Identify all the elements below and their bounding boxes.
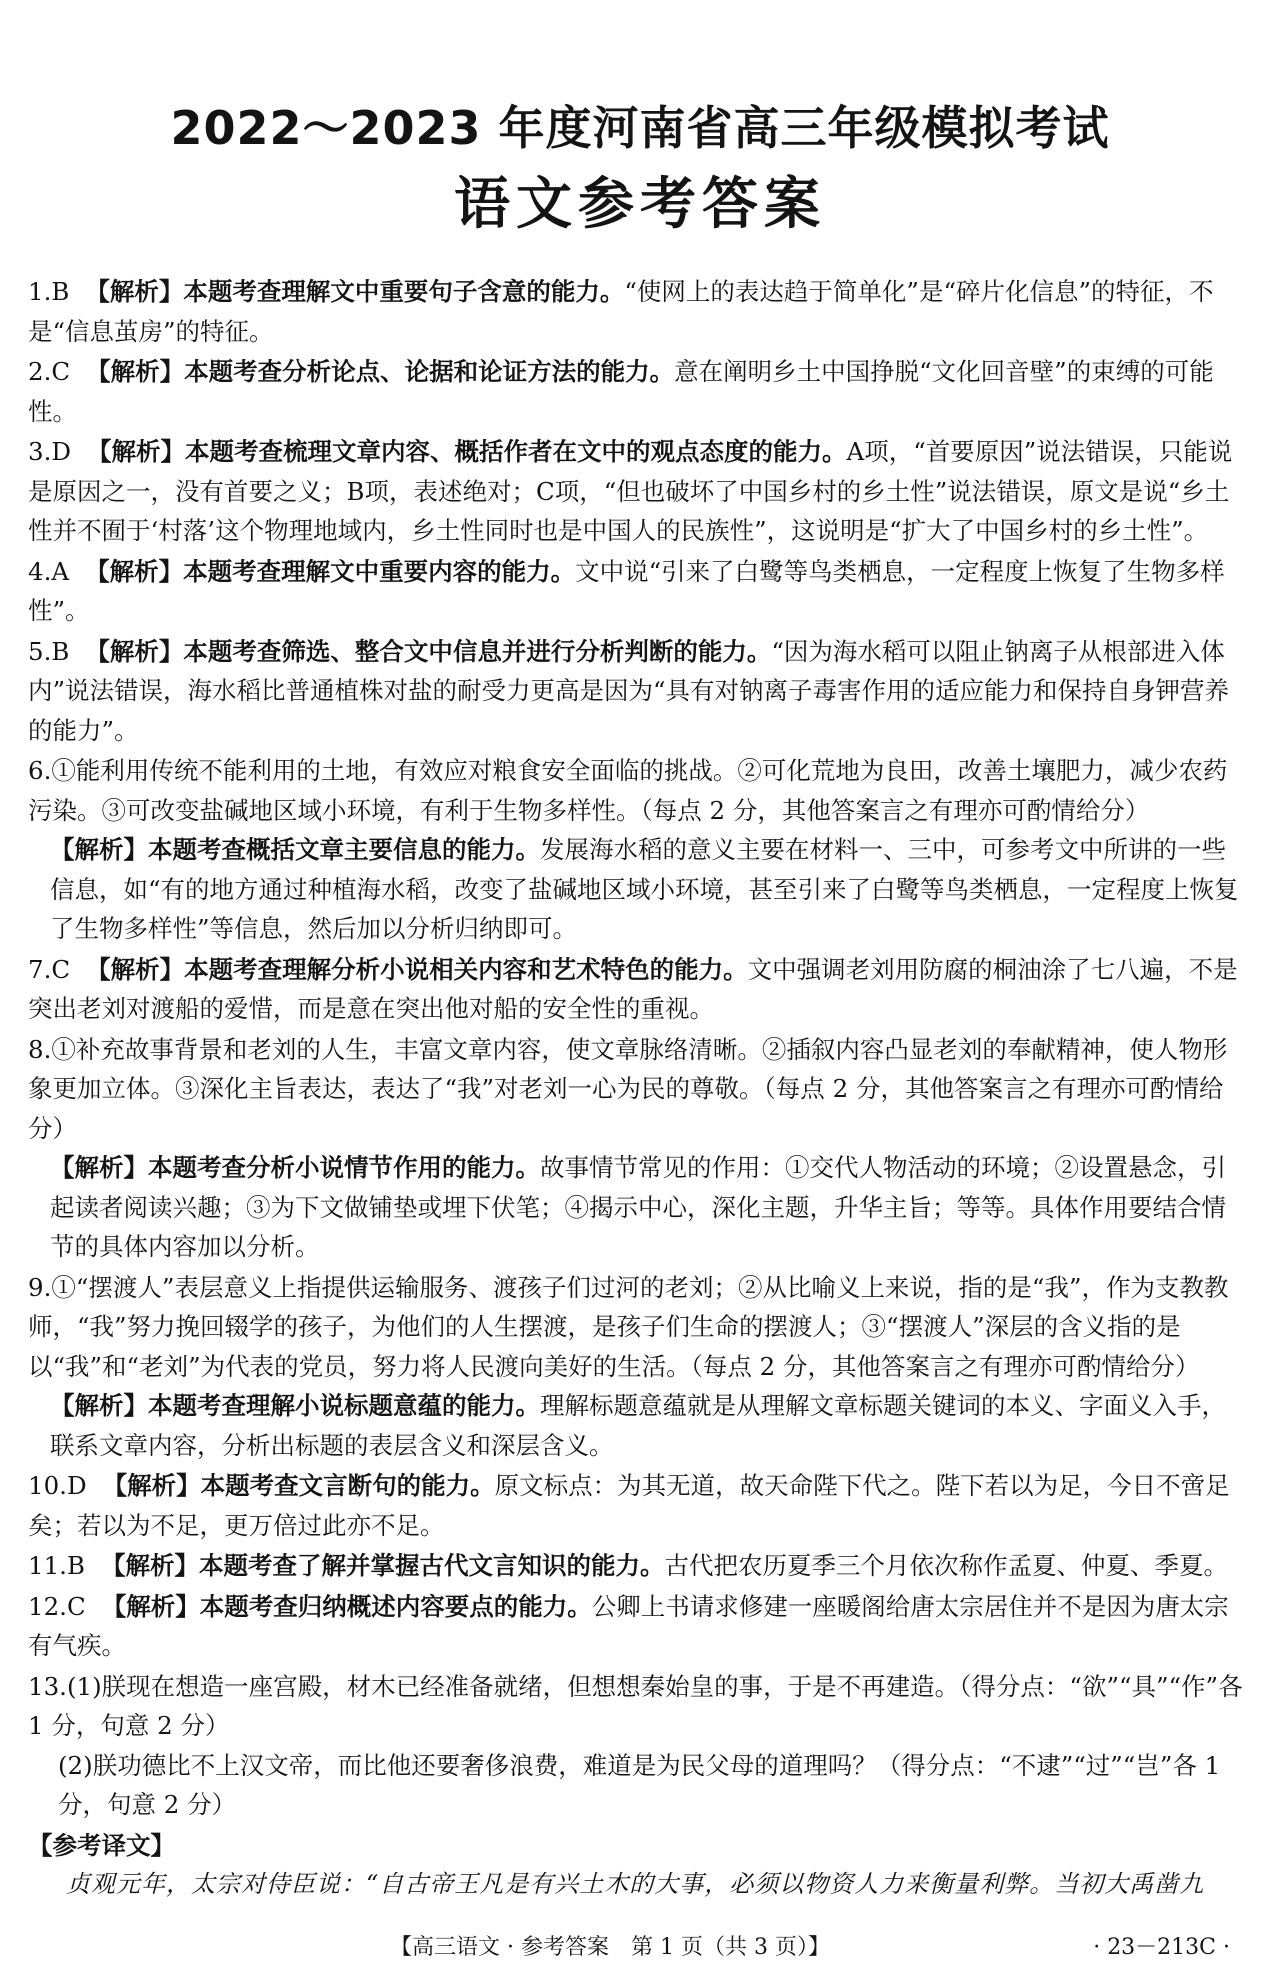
reference-heading: 【参考译文】 <box>28 1830 175 1860</box>
analysis-text: “使网上的表达趋于简单化”是“碎片化信息”的特征，不是“信息茧房”的特征。 <box>28 277 1214 346</box>
analysis-text: 文中强调老刘用防腐的桐油涂了七八遍，不是突出老刘对渡船的爱惜，而是意在突出他对船的安全性的重视。 <box>28 954 1238 1023</box>
item-number: 12. <box>28 1591 67 1621</box>
item-answer: C <box>66 1591 86 1621</box>
analysis-lead: 本题考查概括文章主要信息的能力。 <box>148 835 540 864</box>
item-answer: D <box>51 437 72 466</box>
answer-item-8 <box>28 1030 1248 1267</box>
analysis-lead: 本题考查了解并掌握古代文言知识的能力。 <box>198 1551 665 1580</box>
item-number: 4. <box>28 556 52 586</box>
item-answer: C <box>51 357 71 386</box>
analysis-lead: 本题考查理解文中重要内容的能力。 <box>183 556 576 586</box>
analysis-tag: 【解析】 <box>85 636 184 666</box>
item-number: 11. <box>28 1551 67 1580</box>
analysis-tag: 【解析】 <box>50 1153 148 1182</box>
analysis-text: 理解标题意蕴就是从理解文章标题关键词的本义、字面义入手，联系文章内容，分析出标题的表层含义和深层含义。 <box>50 1391 1226 1460</box>
analysis-paragraph <box>28 1148 1248 1267</box>
analysis-lead: 本题考查文言断句的能力。 <box>200 1471 495 1500</box>
analysis-tag: 【解析】 <box>86 954 185 984</box>
translation-part-2: (2)朕功德比不上汉文帝，而比他还要奢侈浪费，难道是为民父母的道理吗？（得分点：“不逮”“过”“岂”各 1 分，句意 2 分） <box>58 1750 1221 1819</box>
item-answer: B <box>51 636 70 666</box>
answer-item-7 <box>28 950 1248 1029</box>
analysis-lead: 本题考查筛选、整合文中信息并进行分析判断的能力。 <box>183 636 772 666</box>
answer-item-9 <box>28 1268 1248 1466</box>
item-number: 10. <box>28 1471 67 1500</box>
answer-item-12 <box>28 1587 1248 1666</box>
analysis-tag: 【解析】 <box>85 556 184 586</box>
analysis-lead: 本题考查理解分析小说相关内容和艺术特色的能力。 <box>184 954 748 984</box>
analysis-lead: 本题考查归纳概述内容要点的能力。 <box>199 1591 592 1621</box>
analysis-tag: 【解析】 <box>87 437 186 466</box>
item-number: 7. <box>28 954 52 984</box>
answer-text: ①补充故事背景和老刘的人生，丰富文章内容，使文章脉络清晰。②插叙内容凸显老刘的奉献精神，使人物形象更加立体。③深化主旨表达，表达了“我”对老刘一心为民的尊敬。（每点 2 分，其他答案言之有理亦可酌情给分） <box>28 1034 1228 1143</box>
analysis-paragraph <box>28 830 1248 949</box>
analysis-lead: 本题考查分析论点、论据和论证方法的能力。 <box>184 357 675 386</box>
analysis-text: 原文标点：为其无道，故天命陛下代之。陛下若以为足，今日不啻足矣；若以为不足，更万倍过此亦不足。 <box>28 1471 1230 1540</box>
item-number: 2. <box>28 357 52 386</box>
item-answer: A <box>51 556 70 586</box>
answer-item-11 <box>28 1546 1248 1586</box>
item-answer: D <box>66 1471 87 1500</box>
analysis-tag: 【解析】 <box>50 1391 148 1420</box>
analysis-text: 故事情节常见的作用：①交代人物活动的环境；②设置悬念，引起读者阅读兴趣；③为下文做铺垫或埋下伏笔；④揭示中心，深化主题，升华主旨；等等。具体作用要结合情节的具体内容加以分析。 <box>50 1153 1226 1261</box>
analysis-text: 古代把农历夏季三个月依次称作孟夏、仲夏、季夏。 <box>664 1551 1228 1580</box>
answer-item-5 <box>28 632 1248 751</box>
answer-text: ①能利用传统不能利用的土地，有效应对粮食安全面临的挑战。②可化荒地为良田，改善土壤肥力，减少农药污染。③可改变盐碱地区域小环境，有利于生物多样性。（每点 2 分，其他答案言之有理亦可酌情给分） <box>28 756 1228 825</box>
item-number: 1. <box>28 277 52 306</box>
analysis-tag: 【解析】 <box>100 1551 199 1580</box>
translation-part-1: (1)朕现在想造一座宫殿，材木已经准备就绪，但想想秦始皇的事，于是不再建造。（得分点：“欲”“具”“作”各 1 分，句意 2 分） <box>28 1671 1243 1740</box>
analysis-tag: 【解析】 <box>101 1591 200 1621</box>
analysis-paragraph <box>28 1386 1248 1465</box>
footer-page-info: 【高三语文 · 参考答案 第 1 页（共 3 页）】 <box>390 1935 830 1960</box>
item-number: 5. <box>28 636 52 666</box>
item-number: 3. <box>28 437 52 466</box>
answer-item-4 <box>28 552 1248 631</box>
answer-item-10 <box>28 1466 1248 1545</box>
analysis-text: A项，“首要原因”说法错误，只能说是原因之一，没有首要之义；B项，表述绝对；C项，“但也破坏了中国乡村的乡土性”说法错误，原文是说“乡土性并不囿于‘村落’这个物理地域内，乡土性同时也是中国人的民族性”，这说明是“扩大了中国乡村的乡土性”。 <box>28 437 1233 545</box>
analysis-tag: 【解析】 <box>85 277 184 306</box>
footer-code: · 23－213C · <box>1093 1935 1230 1960</box>
analysis-lead: 本题考查理解小说标题意蕴的能力。 <box>148 1391 540 1420</box>
item-number: 9. <box>28 1272 52 1302</box>
answer-text: ①“摆渡人”表层意义上指提供运输服务、渡孩子们过河的老刘；②从比喻义上来说，指的是“我”，作为支教教师，“我”努力挽回辍学的孩子，为他们的人生摆渡，是孩子们生命的摆渡人；③“摆渡人”深层的含义指的是以“我”和“老刘”为代表的党员，努力将人民渡向美好的生活。（每点 2 分，其他答案言之有理亦可酌情给分） <box>28 1272 1229 1381</box>
analysis-lead: 本题考查理解文中重要句子含意的能力。 <box>183 277 625 306</box>
analysis-lead: 本题考查分析小说情节作用的能力。 <box>148 1153 540 1182</box>
analysis-text: 文中说“引来了白鹭等鸟类栖息，一定程度上恢复了生物多样性”。 <box>28 556 1225 625</box>
answers-content <box>28 272 1248 1905</box>
analysis-tag: 【解析】 <box>102 1471 201 1500</box>
item-number: 8. <box>28 1034 52 1064</box>
answer-item-3 <box>28 432 1248 551</box>
answer-item-13 <box>28 1667 1248 1825</box>
analysis-text: 公卿上书请求修建一座暖阁给唐太宗居住并不是因为唐太宗有气疾。 <box>28 1591 1229 1660</box>
exam-title: 2022～2023 年度河南省高三年级模拟考试 <box>170 101 1110 155</box>
exam-subtitle: 语文参考答案 <box>454 172 826 237</box>
item-answer: C <box>51 954 71 984</box>
analysis-text: 意在阐明乡土中国挣脱“文化回音壁”的束缚的可能性。 <box>28 357 1214 426</box>
answer-item-6 <box>28 751 1248 949</box>
analysis-tag: 【解析】 <box>50 835 148 864</box>
analysis-tag: 【解析】 <box>86 357 185 386</box>
analysis-text: “因为海水稻可以阻止钠离子从根部进入体内”说法错误，海水稻比普通植株对盐的耐受力更高是因为“具有对钠离子毒害作用的适应能力和保持自身钾营养的能力”。 <box>28 636 1230 745</box>
analysis-lead: 本题考查梳理文章内容、概括作者在文中的观点态度的能力。 <box>185 437 847 466</box>
item-answer: B <box>66 1551 85 1580</box>
answer-item-1 <box>28 272 1248 351</box>
item-number: 6. <box>28 756 52 785</box>
item-number: 13. <box>28 1671 67 1701</box>
answer-item-2 <box>28 352 1248 431</box>
reference-translation: 贞观元年，太宗对侍臣说：“自古帝王凡是有兴土木的大事，必须以物资人力来衡量利弊。当初大禹凿九 <box>66 1870 1205 1898</box>
analysis-text: 发展海水稻的意义主要在材料一、三中，可参考文中所讲的一些信息，如“有的地方通过种植海水稻，改变了盐碱地区域小环境，甚至引来了白鹭等鸟类栖息，一定程度上恢复了生物多样性”等信息，然后加以分析归纳即可。 <box>50 835 1239 943</box>
item-answer: B <box>51 277 70 306</box>
